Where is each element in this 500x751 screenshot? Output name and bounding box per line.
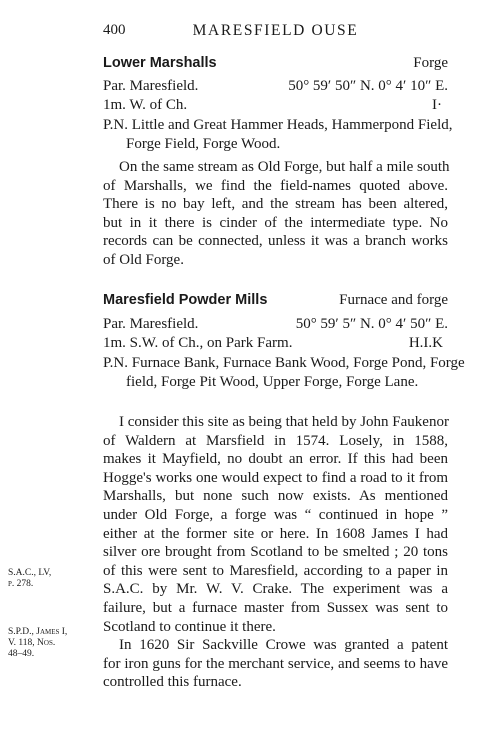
text-line: There is no bay left, and the stream has been altered,: [103, 196, 448, 213]
margin-note: [8, 568, 86, 590]
text-line: failure, but a furnace master from Sussex was sent to: [103, 599, 448, 616]
cinder-type: I·: [432, 97, 442, 113]
running-title: MARESFIELD OUSE: [192, 22, 359, 39]
text-line: silver ore brought from Scotland to be smelted ; 20 tons: [103, 544, 448, 561]
text-line: Scotland to continue it there.: [103, 618, 276, 635]
text-line: S.A.C. by Mr. W. V. Crake. The experiment was a: [103, 581, 448, 598]
margin-note-line: V. 118, Nos.: [8, 638, 56, 648]
text-line: of Marshalls, we find the field-names quoted above.: [103, 177, 448, 194]
cinder-type: H.I.K: [408, 335, 443, 351]
site-name: Maresfield Powder Mills: [103, 292, 268, 308]
parish-line: [103, 78, 448, 97]
margin-note-line: 48–49.: [8, 649, 35, 659]
page-number: 400: [103, 22, 126, 38]
site-name: Lower Marshalls: [103, 55, 217, 71]
text-line: Hogge's works one would expect to find a road to it from: [103, 469, 448, 486]
parish: Par. Maresfield.: [103, 78, 199, 94]
text-line: makes it Mayfield, no doubt an error. If this had been: [103, 451, 448, 468]
margin-note: [8, 627, 86, 660]
paragraph: [103, 636, 448, 692]
text-line: of Waldern at Marsfield in 1574. Losely, in 1588,: [103, 432, 448, 449]
text-line: of this were sent to Maresfield, according to a paper in: [103, 562, 448, 579]
margin-note-line: S.P.D., James I,: [8, 627, 68, 637]
entry-heading: [103, 55, 448, 75]
text-line: controlled this furnace.: [103, 674, 242, 691]
text-line: Marshalls, but none such now exists. As mentioned: [103, 488, 448, 505]
margin-note-line: p. 278.: [8, 579, 34, 589]
location-line: [103, 97, 448, 116]
location: 1m. S.W. of Ch., on Park Farm.: [103, 335, 293, 351]
parish: Par. Maresfield.: [103, 316, 199, 332]
location-line: [103, 335, 448, 354]
text-line: On the same stream as Old Forge, but half a mile south: [119, 159, 450, 175]
text-line: under Old Forge, a forge was “ continued in hope ”: [103, 506, 448, 523]
text-line: but in it there is cinder of the intermediate type. No: [103, 214, 448, 231]
text-line: of Old Forge.: [103, 251, 184, 268]
text-line: either at the former site or here. In 1608 James I had: [103, 525, 448, 542]
text-line: I consider this site as being that held by John Faukenor: [119, 414, 449, 430]
site-type: Furnace and forge: [339, 292, 448, 308]
text-line: In 1620 Sir Sackville Crowe was granted a patent: [119, 637, 448, 653]
page-header: [103, 22, 448, 42]
place-names: P.N. Furnace Bank, Furnace Bank Wood, Forge Pond, Forge field, Forge Pit Wood, Upper Forge, Forge Lane.: [103, 355, 465, 390]
coordinates: 50° 59′ 5″ N. 0° 4′ 50″ E.: [295, 316, 448, 332]
text-line: for iron guns for the merchant service, and seems to have: [103, 655, 448, 672]
text-line: records can be connected, unless it was a branch works: [103, 233, 448, 250]
location: 1m. W. of Ch.: [103, 97, 188, 113]
site-type: Forge: [413, 55, 448, 71]
coordinates: 50° 59′ 50″ N. 0° 4′ 10″ E.: [288, 78, 448, 94]
entry-heading: [103, 292, 448, 312]
paragraph: [103, 413, 448, 636]
margin-note-line: S.A.C., LV,: [8, 568, 52, 578]
paragraph: [103, 158, 448, 270]
parish-line: [103, 316, 448, 335]
place-names: P.N. Little and Great Hammer Heads, Hammerpond Field, Forge Field, Forge Wood.: [103, 117, 453, 152]
